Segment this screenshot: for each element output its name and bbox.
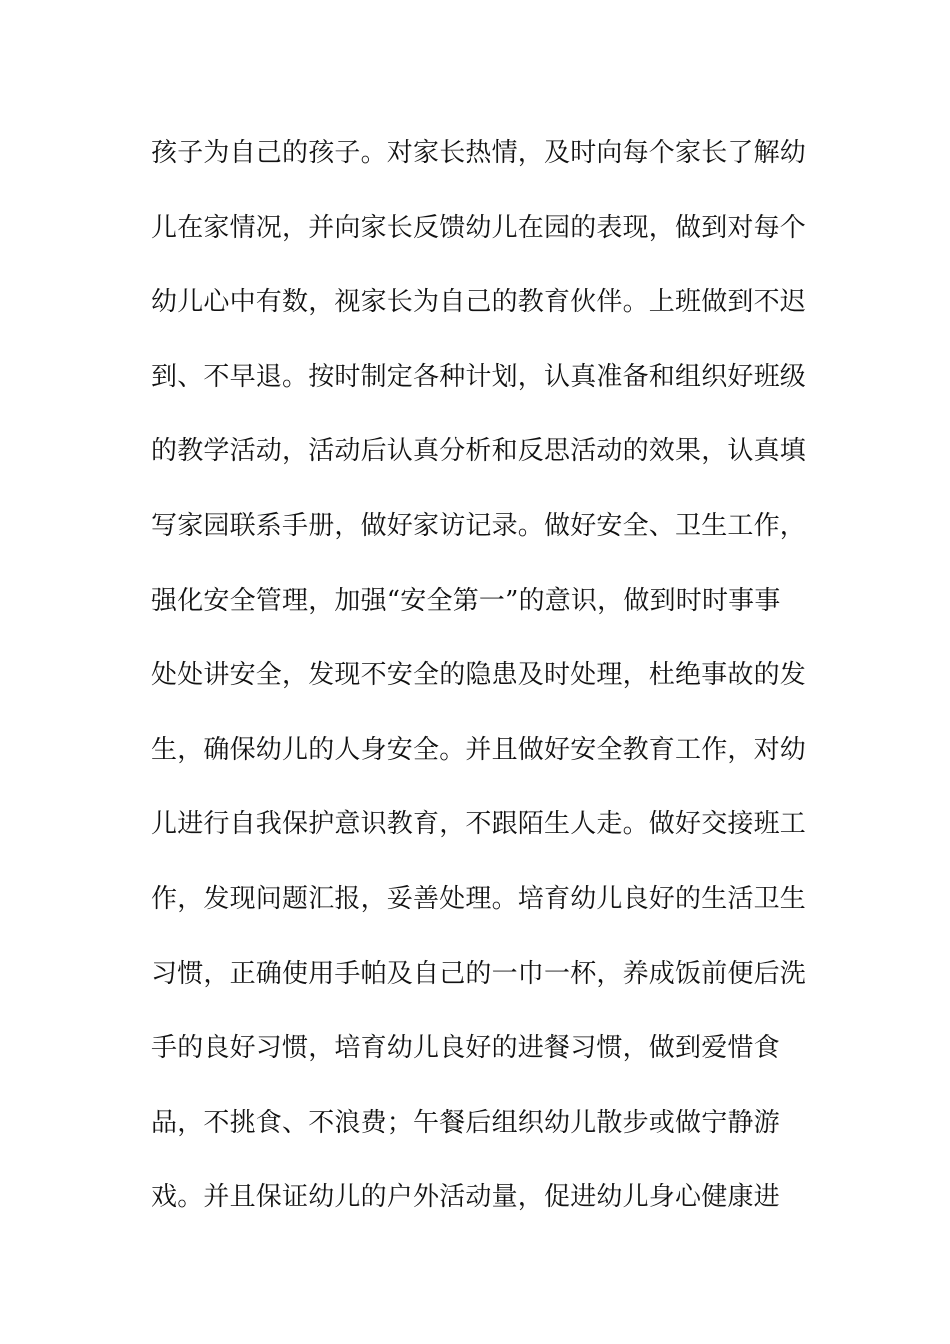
text-line: 到、不早退。按时制定各种计划，认真准备和组织好班级 — [151, 361, 807, 392]
text-line: 手的良好习惯，培育幼儿良好的进餐习惯，做到爱惜食 — [151, 1033, 780, 1064]
text-line: 的教学活动，活动后认真分析和反思活动的效果，认真填 — [151, 436, 807, 467]
text-line: 强化安全管理，加强“安全第一”的意识，做到时时事事 — [151, 585, 781, 616]
text-line: 儿进行自我保护意识教育，不跟陌生人走。做好交接班工 — [151, 809, 807, 840]
text-line: 品，不挑食、不浪费；午餐后组织幼儿散步或做宁静游 — [151, 1107, 780, 1138]
body-text — [151, 131, 811, 1250]
text-line: 写家园联系手册，做好家访记录。做好安全、卫生工作， — [151, 510, 807, 541]
text-line: 儿在家情况，并向家长反馈幼儿在园的表现，做到对每个 — [151, 212, 807, 243]
text-line: 生，确保幼儿的人身安全。并且做好安全教育工作，对幼 — [151, 734, 807, 765]
text-line: 戏。并且保证幼儿的户外活动量，促进幼儿身心健康进 — [151, 1182, 780, 1213]
text-line: 幼儿心中有数，视家长为自己的教育伙伴。上班做到不迟 — [151, 287, 807, 318]
text-line: 习惯，正确使用手帕及自己的一巾一杯，养成饭前便后洗 — [151, 958, 807, 989]
text-line: 作，发现问题汇报，妥善处理。培育幼儿良好的生活卫生 — [151, 883, 807, 914]
text-line: 孩子为自己的孩子。对家长热情，及时向每个家长了解幼 — [151, 138, 807, 168]
text-line: 处处讲安全，发现不安全的隐患及时处理，杜绝事故的发 — [151, 660, 807, 691]
